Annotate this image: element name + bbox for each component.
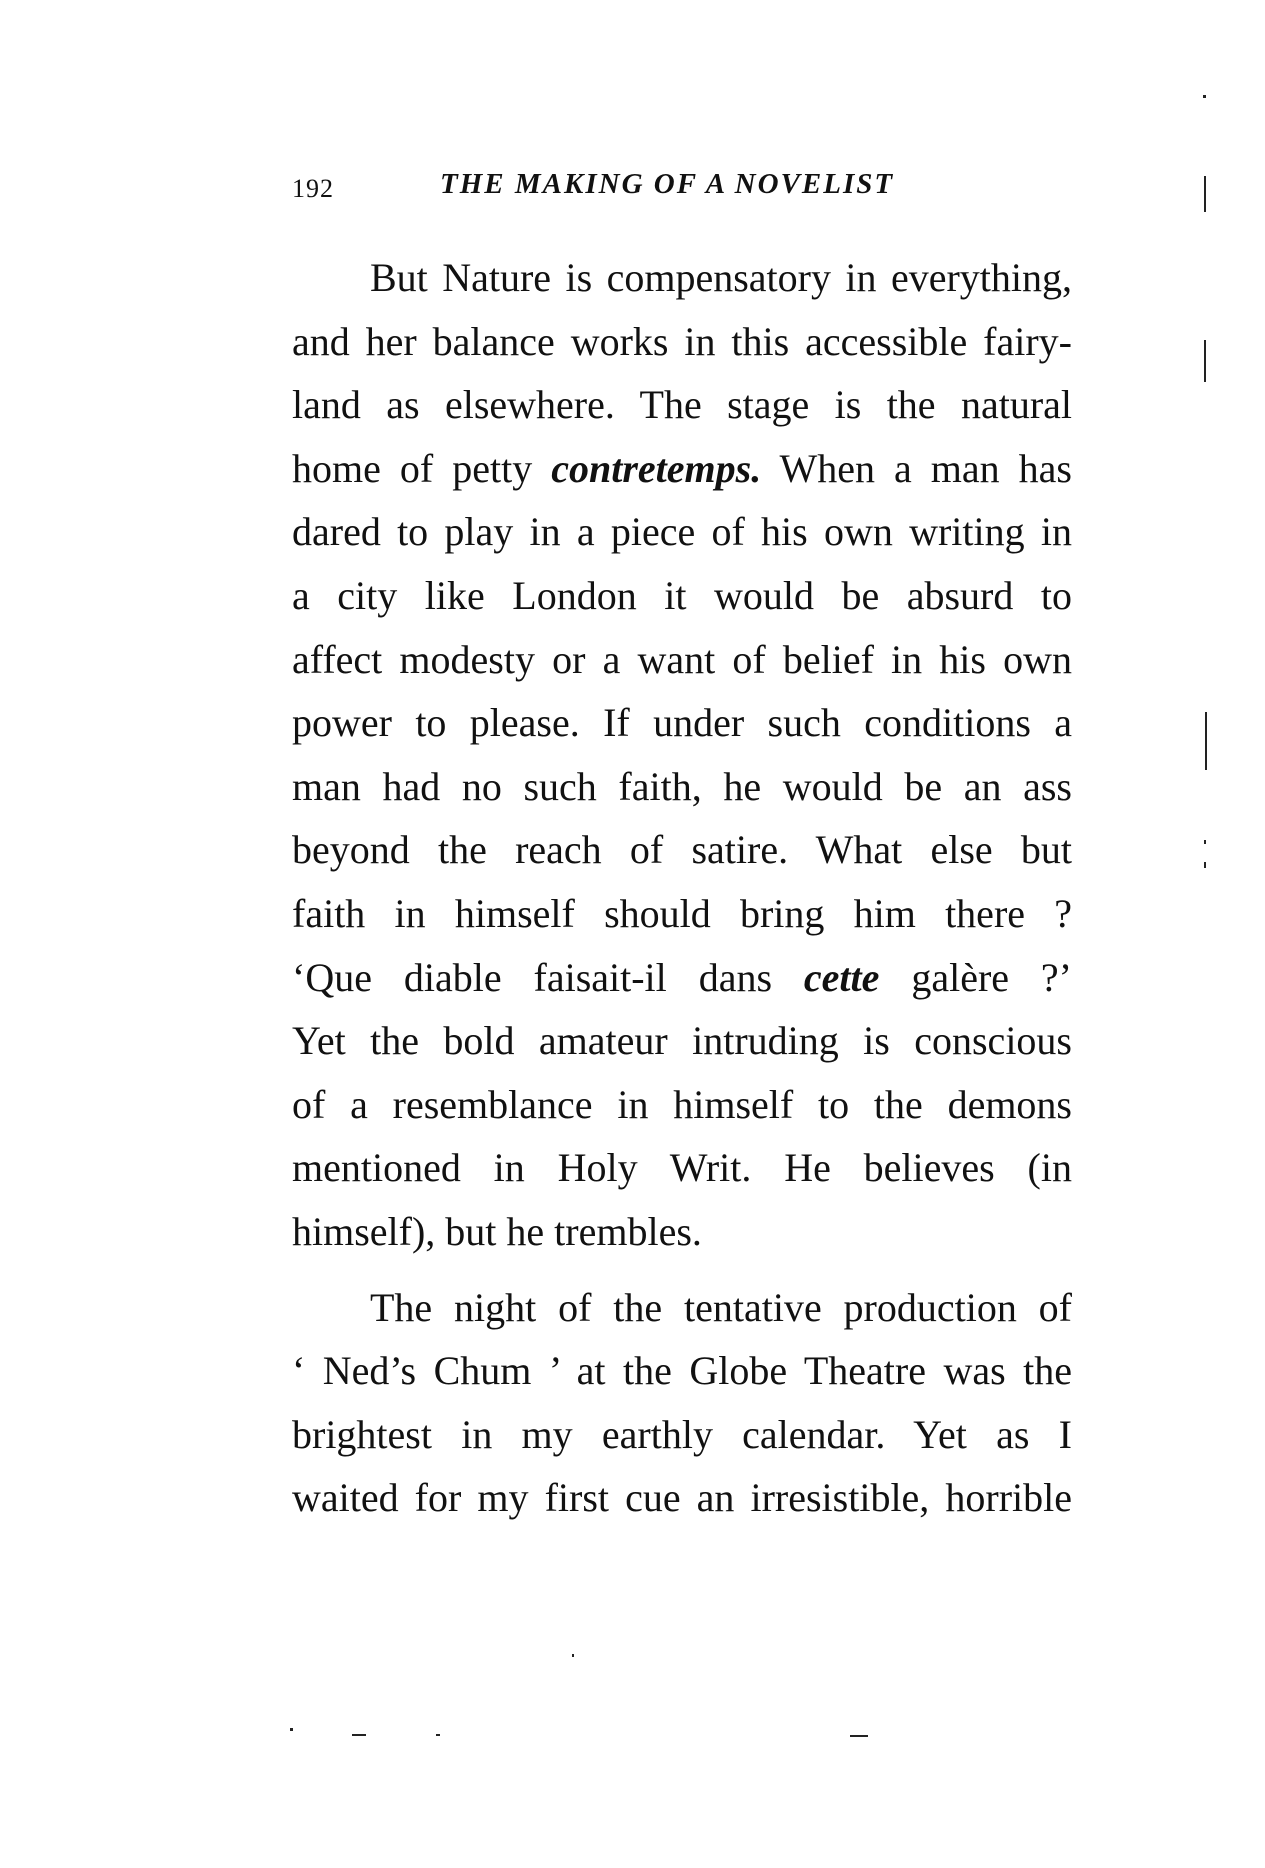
- scan-mark: [1203, 95, 1206, 98]
- scan-mark: [1204, 176, 1206, 212]
- scan-mark: [1204, 840, 1206, 844]
- text-line: land as elsewhere. The stage is the natural: [292, 382, 1072, 428]
- scan-mark: [436, 1734, 440, 1736]
- paragraph-2: [292, 1276, 1072, 1530]
- paragraph-1: [292, 246, 1072, 1264]
- text-line: But Nature is compensatory in everything,: [370, 255, 1072, 300]
- scan-mark: [850, 1735, 868, 1737]
- text-line-with-italic: [292, 437, 1072, 501]
- text-fragment: home of petty: [292, 445, 552, 491]
- text-line: and her balance works in this accessible fairy-: [292, 318, 1072, 364]
- text-line: brightest in my earthly calendar. Yet as I: [292, 1411, 1072, 1457]
- running-title: THE MAKING OF A NOVELIST: [440, 168, 895, 200]
- text-line: of a resemblance in himself to the demons: [292, 1081, 1072, 1127]
- text-line: The night of the tentative production of: [370, 1284, 1072, 1330]
- scan-mark: [1204, 340, 1206, 382]
- text-fragment: ‘Que diable faisait-il dans: [292, 954, 804, 1000]
- italic-word: cette: [803, 954, 880, 1000]
- text-line: mentioned in Holy Writ. He believes (in: [292, 1145, 1072, 1191]
- text-line-with-italic: [292, 946, 1072, 1010]
- text-fragment: When a man has: [761, 445, 1072, 491]
- body-text: [292, 246, 1072, 1530]
- text-line: himself), but he trembles.: [292, 1208, 702, 1254]
- text-line: a city like London it would be absurd to: [292, 572, 1072, 618]
- text-line: man had no such faith, he would be an ass: [292, 763, 1072, 809]
- text-line: dared to play in a piece of his own writing in: [292, 509, 1072, 555]
- text-line: ‘ Ned’s Chum ’ at the Globe Theatre was the: [292, 1348, 1072, 1394]
- text-line: beyond the reach of satire. What else but: [292, 827, 1072, 873]
- text-line: Yet the bold amateur intruding is conscious: [292, 1018, 1072, 1064]
- text-line: waited for my first cue an irresistible, horrible: [292, 1475, 1072, 1521]
- scan-mark: [572, 1654, 574, 1657]
- text-line: power to please. If under such conditions a: [292, 700, 1072, 746]
- scan-mark: [1204, 862, 1206, 868]
- running-head: [292, 168, 1092, 208]
- page-number: 192: [292, 174, 334, 203]
- italic-word: contretemps.: [551, 445, 762, 491]
- text-fragment: galère ?’: [879, 954, 1072, 1000]
- text-line: affect modesty or a want of belief in his own: [292, 636, 1072, 682]
- scan-mark: [290, 1728, 293, 1731]
- scan-mark: [352, 1734, 366, 1736]
- scan-mark: [1205, 712, 1207, 770]
- text-line: faith in himself should bring him there ?: [292, 890, 1072, 936]
